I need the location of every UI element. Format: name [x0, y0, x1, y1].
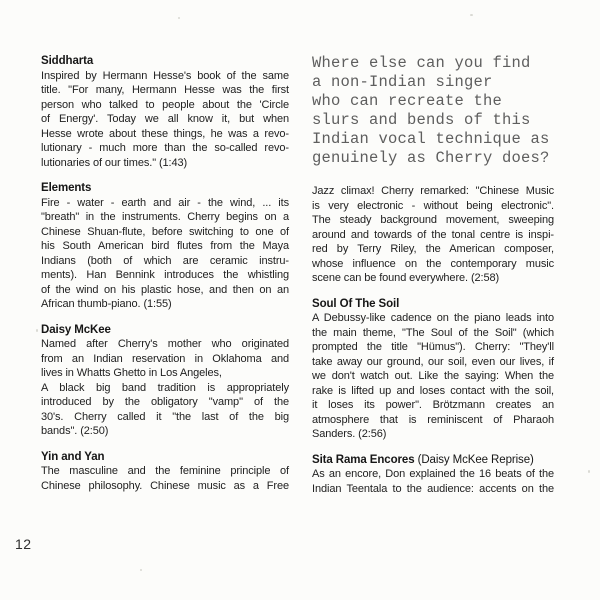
- scan-speck: [470, 14, 473, 16]
- text-line: red by Terry Riley, the American composer,: [312, 243, 554, 255]
- text-line: As an encore, Don explained the 16 beats of the: [312, 468, 554, 480]
- text-line: lutionaries of our times." (1:43): [41, 156, 188, 169]
- text-line: of Energy'. Today we all know it, but when: [41, 113, 289, 125]
- scan-speck: [36, 329, 38, 332]
- text-line: scene can be found everywhere. (2:58): [312, 272, 500, 284]
- section-sita-rama-encores: [312, 453, 554, 497]
- section-heading-suffix: (Daisy McKee Reprise): [414, 453, 534, 466]
- text-line: lutionary - much more than the so-called revo-: [41, 142, 289, 154]
- section-heading: Siddharta: [41, 55, 94, 67]
- text-line: African thumb-piano. (1:55): [41, 298, 172, 310]
- section-heading: [312, 453, 554, 468]
- text-line: Chinese Shuan-flute, before switching to one of: [41, 225, 289, 238]
- text-line: Named after Cherry's mother who originated: [41, 338, 289, 350]
- text-line: Inspired by Hermann Hesse's book of the same: [41, 69, 289, 82]
- section-yin-and-yan: [41, 450, 289, 494]
- scan-speck: [178, 17, 180, 19]
- text-line: around and towards of the tonal centre is inspi-: [312, 228, 554, 241]
- pull-quote: [312, 54, 554, 168]
- text-line: the main theme, "The Soul of the Soil" (which: [312, 326, 554, 339]
- text-line: it loses its power". Brötzmann creates an: [312, 399, 554, 411]
- text-line: bands". (2:50): [41, 425, 109, 437]
- right-column: [312, 54, 554, 496]
- section-heading: Elements: [41, 182, 92, 194]
- text-line: Indian Teentala to the audience: accents on the: [312, 482, 554, 495]
- text-line: atmosphere that is reminiscent of Pharaoh: [312, 413, 554, 426]
- text-line: take away our ground, our soil, even our lives, if: [312, 355, 554, 368]
- section-daisy-mckee: [41, 323, 289, 439]
- text-line: person who talked to people about the 'Circle: [41, 98, 289, 111]
- text-line: Sanders. (2:56): [312, 428, 387, 440]
- section-heading-bold: Sita Rama Encores: [312, 453, 415, 466]
- scan-speck: [588, 470, 590, 473]
- text-line: 30's. Cherry called it "the last of the big: [41, 410, 289, 423]
- text-line: title. "For many, Hermann Hesse was the first: [41, 84, 289, 96]
- page-number: 12: [15, 536, 32, 552]
- text-line: Indians (both of which are ceramic instru-: [41, 254, 289, 267]
- continuation-paragraph: [312, 184, 554, 286]
- left-column: [41, 54, 289, 493]
- section-heading: Daisy McKee: [41, 323, 111, 336]
- text-line: Fire - water - earth and air - the wind, ... its: [41, 196, 289, 209]
- text-line: Jazz climax! Cherry remarked: "Chinese Music: [312, 185, 554, 197]
- text-line: rake is lifted up and loses contact with the soil,: [312, 384, 554, 397]
- text-line: we don't watch out. Like the saying: When the: [312, 370, 554, 382]
- section-siddharta: [41, 54, 289, 170]
- quote-line: slurs and bends of this: [312, 111, 531, 129]
- section-elements: [41, 181, 289, 312]
- text-line: of the wind on his plastic hose, and then on an: [41, 283, 289, 296]
- quote-line: Where else can you find: [312, 54, 531, 72]
- text-line: ments). Han Bennink introduces the whistling: [41, 269, 289, 281]
- quote-line: Indian vocal technique as: [312, 130, 550, 148]
- quote-line: a non-Indian singer: [312, 73, 493, 91]
- text-line: lives in Whatts Ghetto in Los Angeles,: [41, 367, 222, 379]
- text-line: is very electronic - without being electronic".: [312, 199, 554, 212]
- quote-line: genuinely as Cherry does?: [312, 149, 550, 167]
- section-heading: Soul Of The Soil: [312, 297, 400, 310]
- text-line: whose influence on the contemporary music: [312, 257, 554, 270]
- text-line: introduced by the obligatory "vamp" of the: [41, 396, 289, 408]
- text-line: The steady background movement, sweeping: [312, 214, 554, 226]
- text-line: Chinese philosophy. Chinese music as a Free: [41, 479, 289, 492]
- text-line: A black big band tradition is appropriately: [41, 381, 289, 394]
- text-line: "breath" in the instruments. Cherry begins on a: [41, 211, 289, 223]
- text-line: A Debussy-like cadence on the piano leads into: [312, 312, 554, 324]
- section-heading: Yin and Yan: [41, 450, 105, 463]
- text-line: The masculine and the feminine principle of: [41, 465, 289, 477]
- scan-speck: [140, 569, 142, 571]
- text-line: his South American bird flutes from the Maya: [41, 240, 289, 252]
- text-line: Hesse wrote about these things, he was a revo-: [41, 127, 289, 140]
- quote-line: who can recreate the: [312, 92, 503, 110]
- section-soul-of-the-soil: [312, 297, 554, 442]
- text-line: from an Indian reservation in Oklahoma and: [41, 352, 289, 365]
- text-line: prompted the title "Hümus"). Cherry: "They'll: [312, 341, 554, 353]
